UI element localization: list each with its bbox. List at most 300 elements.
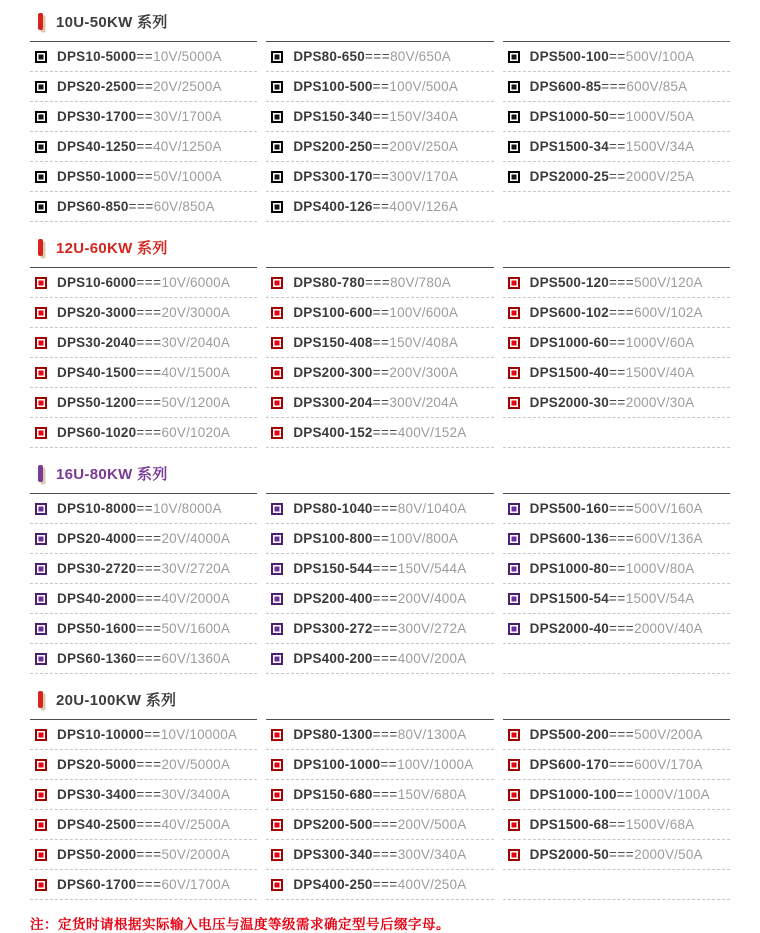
eq-separator: === — [608, 621, 635, 636]
model-list-item — [503, 298, 730, 328]
eq-separator: === — [128, 199, 154, 214]
model-text — [530, 757, 703, 772]
model-text — [57, 727, 237, 742]
model-text — [57, 199, 215, 214]
spec-label: 40V/2500A — [161, 817, 231, 832]
model-list-item — [30, 720, 257, 750]
model-list-item — [266, 162, 493, 192]
model-list-item — [30, 388, 257, 418]
spec-label: 1500V/68A — [625, 817, 695, 832]
eq-separator: == — [136, 139, 154, 154]
square-bullet-icon — [271, 819, 283, 831]
series-column — [266, 267, 493, 448]
model-list-item — [30, 42, 257, 72]
eq-separator: === — [372, 787, 398, 802]
model-list-item — [503, 42, 730, 72]
eq-separator: == — [608, 169, 626, 184]
model-list-item — [266, 494, 493, 524]
model-list-item — [503, 614, 730, 644]
model-label: DPS2000-40 — [529, 621, 609, 636]
square-bullet-icon — [271, 111, 283, 123]
square-bullet-icon — [271, 533, 283, 545]
model-list-item — [266, 102, 493, 132]
model-list-item — [30, 162, 257, 192]
model-label: DPS40-1500 — [57, 365, 137, 380]
model-list-item — [30, 358, 257, 388]
model-list-item — [503, 524, 730, 554]
eq-separator: == — [144, 727, 161, 742]
model-text — [57, 621, 230, 636]
model-text — [293, 787, 466, 802]
square-bullet-icon — [35, 201, 47, 213]
series-title: 16U-80KW 系列 — [56, 465, 168, 483]
model-list-item — [30, 268, 257, 298]
model-text — [57, 365, 230, 380]
square-bullet-icon — [35, 171, 47, 183]
model-label: DPS10-10000 — [57, 727, 145, 742]
spec-label: 60V/850A — [153, 199, 215, 214]
model-list-item — [30, 780, 257, 810]
model-text — [293, 305, 458, 320]
spec-label: 2000V/40A — [634, 621, 703, 636]
model-text — [293, 425, 466, 440]
eq-separator: === — [372, 501, 398, 516]
spec-label: 30V/1700A — [153, 109, 222, 124]
model-label: DPS2000-25 — [529, 169, 609, 184]
series-section — [30, 686, 730, 900]
eq-separator: === — [372, 847, 398, 862]
spec-label: 500V/100A — [625, 49, 695, 64]
square-bullet-icon — [271, 141, 283, 153]
square-bullet-icon — [35, 879, 47, 891]
series-column — [30, 267, 257, 448]
model-list-item — [266, 644, 493, 674]
model-label: DPS1000-100 — [529, 787, 617, 802]
model-list-item — [30, 102, 257, 132]
model-text — [530, 49, 695, 64]
square-bullet-icon — [271, 277, 283, 289]
eq-separator: === — [364, 49, 391, 64]
eq-separator: == — [372, 365, 390, 380]
model-label: DPS200-400 — [293, 591, 373, 606]
eq-separator: === — [608, 531, 635, 546]
square-bullet-icon — [508, 397, 520, 409]
eq-separator: === — [364, 275, 391, 290]
model-label: DPS20-5000 — [57, 757, 137, 772]
eq-separator: == — [372, 139, 390, 154]
series-header — [30, 686, 730, 712]
model-text — [293, 49, 451, 64]
eq-separator: === — [136, 877, 162, 892]
spec-label: 2000V/30A — [625, 395, 695, 410]
spec-label: 1000V/50A — [625, 109, 695, 124]
eq-separator: == — [136, 79, 154, 94]
square-bullet-icon — [271, 51, 283, 63]
square-bullet-icon — [35, 503, 47, 515]
model-text — [530, 139, 695, 154]
square-bullet-icon — [508, 593, 520, 605]
model-list-item — [266, 750, 493, 780]
model-list-item — [266, 298, 493, 328]
model-text — [293, 199, 458, 214]
model-list-item — [266, 358, 493, 388]
spec-label: 150V/680A — [397, 787, 467, 802]
model-text — [293, 139, 458, 154]
model-text — [293, 79, 458, 94]
model-list-item — [30, 644, 257, 674]
model-label: DPS500-200 — [529, 727, 609, 742]
model-text — [530, 501, 703, 516]
spec-label: 10V/10000A — [160, 727, 238, 742]
square-bullet-icon — [271, 427, 283, 439]
spec-label: 50V/1600A — [161, 621, 231, 636]
spec-label: 600V/85A — [626, 79, 688, 94]
model-list-item — [266, 720, 493, 750]
spec-label: 40V/2000A — [161, 591, 231, 606]
square-bullet-icon — [35, 729, 47, 741]
model-list-item — [503, 780, 730, 810]
model-label: DPS30-2720 — [57, 561, 137, 576]
square-bullet-icon — [35, 653, 47, 665]
spec-label: 50V/1200A — [161, 395, 231, 410]
series-column — [266, 493, 493, 674]
eq-separator: === — [608, 847, 635, 862]
model-list-item — [266, 72, 493, 102]
square-bullet-icon — [35, 81, 47, 93]
eq-separator: === — [372, 651, 398, 666]
model-list-item — [503, 72, 730, 102]
model-text — [57, 877, 230, 892]
model-text — [293, 501, 466, 516]
model-text — [57, 305, 230, 320]
model-text — [530, 727, 703, 742]
model-label: DPS40-2000 — [57, 591, 137, 606]
model-text — [293, 109, 458, 124]
model-label: DPS60-1700 — [57, 877, 137, 892]
model-label: DPS80-1040 — [293, 501, 373, 516]
eq-separator: === — [136, 425, 162, 440]
series-bar-icon — [38, 691, 43, 708]
series-grid — [30, 41, 730, 222]
model-list-item — [266, 42, 493, 72]
eq-separator: === — [608, 757, 635, 772]
eq-separator: == — [608, 395, 626, 410]
model-label: DPS300-272 — [293, 621, 373, 636]
eq-separator: === — [136, 395, 162, 410]
model-list-item — [503, 388, 730, 418]
model-text — [530, 531, 703, 546]
square-bullet-icon — [35, 789, 47, 801]
spec-label: 1000V/60A — [625, 335, 695, 350]
model-label: DPS50-1600 — [57, 621, 137, 636]
model-text — [57, 817, 230, 832]
model-list-item — [266, 192, 493, 222]
series-column — [266, 719, 493, 900]
square-bullet-icon — [508, 367, 520, 379]
square-bullet-icon — [271, 397, 283, 409]
model-label: DPS50-1200 — [57, 395, 137, 410]
model-list-item — [30, 418, 257, 448]
model-label: DPS20-4000 — [57, 531, 137, 546]
spec-label: 300V/170A — [389, 169, 459, 184]
model-label: DPS1500-68 — [529, 817, 609, 832]
eq-separator: === — [608, 305, 635, 320]
spec-label: 400V/152A — [397, 425, 467, 440]
eq-separator: == — [608, 817, 626, 832]
model-label: DPS80-650 — [293, 49, 365, 64]
model-text — [530, 787, 710, 802]
spec-label: 80V/1040A — [397, 501, 467, 516]
model-list-item — [266, 524, 493, 554]
eq-separator: == — [372, 109, 390, 124]
model-text — [57, 169, 222, 184]
square-bullet-icon — [35, 397, 47, 409]
model-text — [293, 275, 451, 290]
eq-separator: === — [136, 365, 162, 380]
model-label: DPS150-408 — [293, 335, 373, 350]
model-text — [57, 651, 230, 666]
eq-separator: === — [136, 847, 162, 862]
model-label: DPS400-200 — [293, 651, 373, 666]
model-list-item — [30, 840, 257, 870]
model-text — [293, 817, 466, 832]
model-label: DPS40-1250 — [57, 139, 137, 154]
spec-label: 300V/340A — [397, 847, 467, 862]
eq-separator: == — [136, 501, 154, 516]
spec-label: 10V/6000A — [161, 275, 231, 290]
model-text — [530, 335, 695, 350]
model-text — [530, 561, 695, 576]
model-text — [57, 787, 230, 802]
model-label: DPS80-780 — [293, 275, 365, 290]
model-text — [530, 275, 703, 290]
eq-separator: === — [136, 787, 162, 802]
model-text — [530, 305, 703, 320]
model-label: DPS10-8000 — [57, 501, 137, 516]
series-section — [30, 460, 730, 674]
model-label: DPS20-2500 — [57, 79, 137, 94]
model-list-item — [30, 554, 257, 584]
spec-label: 1500V/40A — [625, 365, 695, 380]
model-label: DPS1500-54 — [529, 591, 609, 606]
eq-separator: === — [372, 621, 398, 636]
spec-label: 600V/136A — [634, 531, 703, 546]
model-label: DPS500-120 — [529, 275, 609, 290]
eq-separator: == — [372, 199, 390, 214]
model-list-item — [30, 584, 257, 614]
model-text — [293, 847, 466, 862]
model-list-item — [503, 418, 730, 448]
square-bullet-icon — [271, 201, 283, 213]
series-column — [266, 41, 493, 222]
series-section — [30, 8, 730, 222]
model-label: DPS20-3000 — [57, 305, 137, 320]
model-label: DPS2000-50 — [529, 847, 609, 862]
square-bullet-icon — [508, 51, 520, 63]
eq-separator: == — [136, 169, 154, 184]
spec-label: 500V/120A — [634, 275, 703, 290]
model-label: DPS150-340 — [293, 109, 373, 124]
model-text — [293, 877, 466, 892]
model-label: DPS500-160 — [529, 501, 609, 516]
model-list-item — [266, 870, 493, 900]
eq-separator: == — [136, 109, 154, 124]
model-text — [57, 109, 222, 124]
eq-separator: == — [372, 305, 390, 320]
model-label: DPS80-1300 — [293, 727, 373, 742]
spec-label: 150V/544A — [397, 561, 467, 576]
eq-separator: == — [136, 49, 154, 64]
model-label: DPS10-6000 — [57, 275, 137, 290]
series-grid — [30, 493, 730, 674]
model-text — [57, 49, 222, 64]
square-bullet-icon — [508, 819, 520, 831]
spec-label: 200V/300A — [389, 365, 459, 380]
spec-label: 60V/1360A — [161, 651, 231, 666]
eq-separator: == — [372, 335, 390, 350]
series-column — [30, 41, 257, 222]
spec-label: 400V/126A — [389, 199, 459, 214]
model-label: DPS600-136 — [529, 531, 609, 546]
spec-label: 80V/780A — [390, 275, 451, 290]
spec-label: 80V/650A — [390, 49, 451, 64]
series-title: 20U-100KW 系列 — [56, 691, 177, 709]
spec-label: 60V/1020A — [161, 425, 231, 440]
model-text — [293, 651, 466, 666]
square-bullet-icon — [508, 277, 520, 289]
model-text — [57, 275, 230, 290]
model-list-item — [503, 750, 730, 780]
model-label: DPS100-500 — [293, 79, 373, 94]
eq-separator: === — [136, 621, 162, 636]
model-text — [293, 727, 466, 742]
eq-separator: === — [136, 591, 162, 606]
square-bullet-icon — [508, 141, 520, 153]
eq-separator: === — [136, 757, 162, 772]
model-list-item — [503, 358, 730, 388]
model-list-item — [30, 614, 257, 644]
model-label: DPS60-1020 — [57, 425, 137, 440]
square-bullet-icon — [271, 307, 283, 319]
model-label: DPS600-170 — [529, 757, 609, 772]
model-label: DPS1500-40 — [529, 365, 609, 380]
eq-separator: === — [608, 275, 635, 290]
model-list-item — [266, 418, 493, 448]
square-bullet-icon — [35, 51, 47, 63]
square-bullet-icon — [271, 759, 283, 771]
model-label: DPS1000-80 — [529, 561, 609, 576]
eq-separator: === — [136, 561, 162, 576]
model-text — [530, 847, 703, 862]
square-bullet-icon — [271, 729, 283, 741]
model-text — [57, 591, 230, 606]
eq-separator: === — [136, 531, 162, 546]
series-column — [503, 41, 730, 222]
square-bullet-icon — [508, 337, 520, 349]
square-bullet-icon — [35, 111, 47, 123]
eq-separator: === — [601, 79, 627, 94]
model-label: DPS50-2000 — [57, 847, 137, 862]
model-list-item — [503, 102, 730, 132]
spec-label: 400V/200A — [397, 651, 467, 666]
model-label: DPS1000-60 — [529, 335, 609, 350]
model-text — [530, 591, 695, 606]
series-bar-icon — [38, 239, 43, 256]
eq-separator: === — [372, 877, 398, 892]
model-label: DPS200-300 — [293, 365, 373, 380]
model-text — [530, 365, 695, 380]
series-header — [30, 8, 730, 34]
model-label: DPS30-3400 — [57, 787, 137, 802]
eq-separator: === — [136, 651, 162, 666]
square-bullet-icon — [35, 337, 47, 349]
spec-label: 80V/1300A — [397, 727, 467, 742]
model-text — [293, 365, 458, 380]
model-label: DPS500-100 — [529, 49, 609, 64]
series-column — [30, 493, 257, 674]
spec-label: 60V/1700A — [161, 877, 231, 892]
model-list-item — [266, 268, 493, 298]
model-list-item — [266, 132, 493, 162]
square-bullet-icon — [35, 141, 47, 153]
model-list-item — [266, 388, 493, 418]
model-list-item — [266, 554, 493, 584]
square-bullet-icon — [508, 759, 520, 771]
spec-label: 10V/8000A — [153, 501, 222, 516]
model-text — [530, 109, 695, 124]
square-bullet-icon — [35, 563, 47, 575]
model-list-item — [30, 328, 257, 358]
square-bullet-icon — [508, 111, 520, 123]
model-text — [57, 335, 230, 350]
model-text — [530, 395, 695, 410]
spec-label: 100V/500A — [389, 79, 459, 94]
series-column — [503, 719, 730, 900]
square-bullet-icon — [508, 171, 520, 183]
eq-separator: == — [608, 561, 626, 576]
model-text — [293, 169, 458, 184]
eq-separator: == — [372, 531, 390, 546]
spec-label: 200V/250A — [389, 139, 459, 154]
model-text — [293, 591, 466, 606]
model-list-item — [503, 810, 730, 840]
model-label: DPS300-170 — [293, 169, 373, 184]
model-text — [293, 531, 458, 546]
series-sections-container — [30, 8, 730, 900]
model-text — [57, 561, 230, 576]
square-bullet-icon — [508, 729, 520, 741]
model-label: DPS1000-50 — [529, 109, 609, 124]
square-bullet-icon — [508, 307, 520, 319]
eq-separator: === — [136, 305, 162, 320]
model-list-item — [30, 494, 257, 524]
series-column — [503, 493, 730, 674]
square-bullet-icon — [35, 277, 47, 289]
square-bullet-icon — [508, 81, 520, 93]
spec-label: 20V/5000A — [161, 757, 231, 772]
spec-label: 40V/1250A — [153, 139, 222, 154]
model-list-item — [503, 644, 730, 674]
square-bullet-icon — [35, 533, 47, 545]
square-bullet-icon — [271, 879, 283, 891]
eq-separator: == — [616, 787, 634, 802]
series-column — [30, 719, 257, 900]
square-bullet-icon — [35, 623, 47, 635]
square-bullet-icon — [508, 623, 520, 635]
eq-separator: === — [372, 591, 398, 606]
spec-label: 600V/170A — [634, 757, 703, 772]
eq-separator: === — [372, 727, 398, 742]
